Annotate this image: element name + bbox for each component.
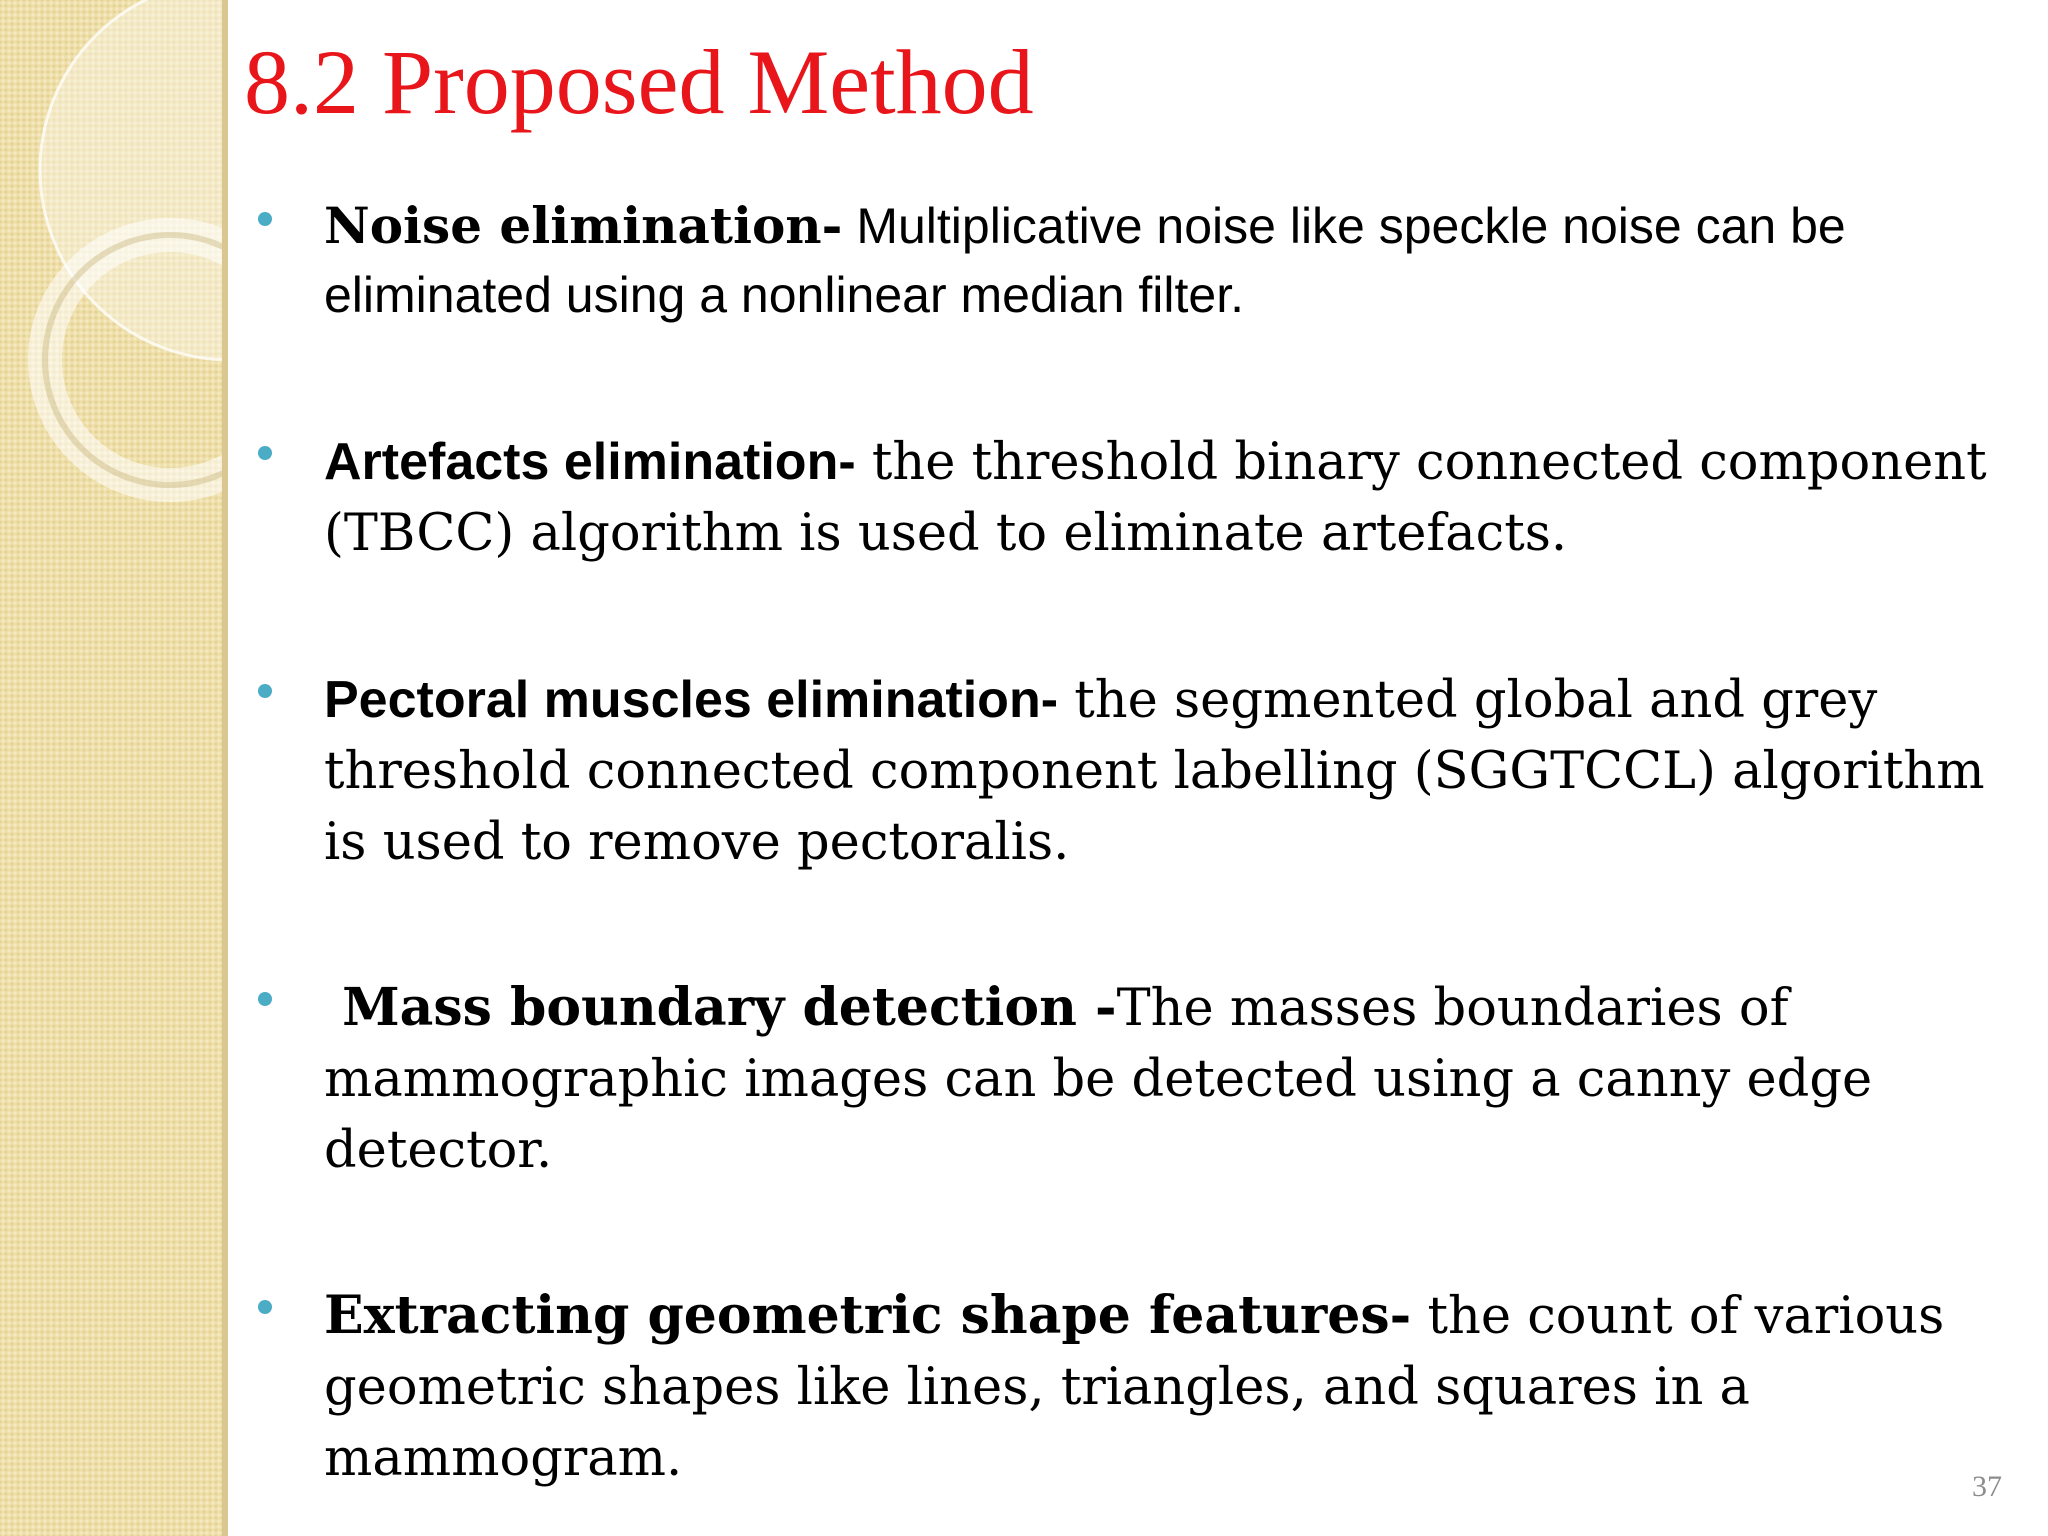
bullet-text (324, 192, 2024, 330)
bullet-body: the count of various geometric shapes like lines, triangles, and squares in a mammogram. (324, 1287, 1945, 1488)
page-number: 37 (1972, 1470, 2002, 1503)
bullet-dot (258, 446, 272, 460)
sidebar-edge (222, 0, 228, 1536)
bullet-lead: Noise elimination- (324, 196, 843, 255)
bullet-text (324, 972, 2024, 1185)
bullet-dot (258, 1300, 272, 1314)
bullet-lead: Mass boundary detection - (324, 977, 1117, 1038)
bullet-dot (258, 212, 272, 226)
bullet-body: the threshold binary connected component (TBCC) algorithm is used to eliminate artefacts. (324, 433, 1987, 563)
bullet-text (324, 1280, 2024, 1493)
bullet-lead: Artefacts elimination- (324, 433, 856, 491)
bullet-text (324, 664, 2024, 877)
decorative-sidebar (0, 0, 228, 1536)
decorative-circles (0, 0, 228, 1536)
bullet-body: Multiplicative noise like speckle noise can be eliminated using a nonlinear median filter. (324, 198, 1846, 323)
slide-title: 8.2 Proposed Method (244, 31, 1034, 133)
bullet-lead: Pectoral muscles elimination- (324, 671, 1059, 729)
bullet-body: the segmented global and grey threshold connected component labelling (SGGTCCL) algorithm is used to remove pectoralis. (324, 671, 1985, 872)
bullet-body: The masses boundaries of mammographic images can be detected using a canny edge detector. (324, 979, 1889, 1180)
bullet-dot (258, 992, 272, 1006)
bullet-text (324, 426, 2024, 568)
bullet-lead: Extracting geometric shape features- (324, 1285, 1412, 1346)
bullet-dot (258, 684, 272, 698)
